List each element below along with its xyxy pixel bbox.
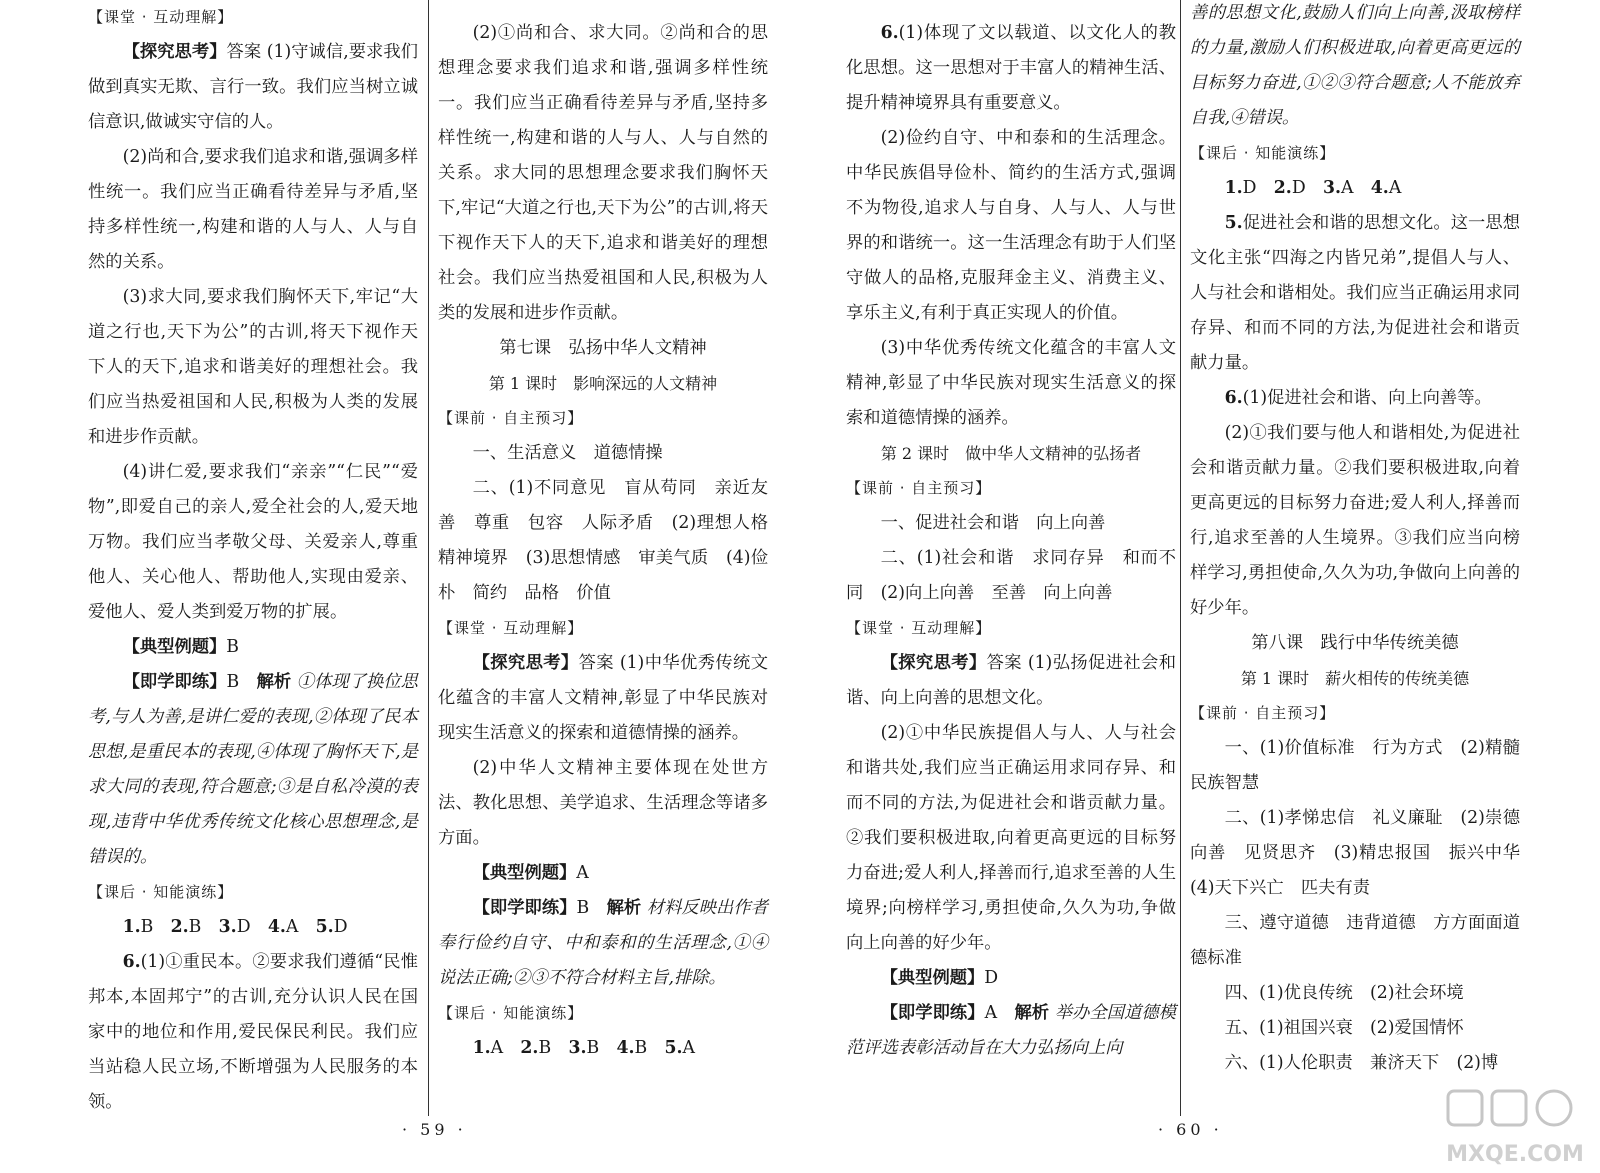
page-number-left: · 59 · [402, 1120, 467, 1139]
col3-para-8: 【探究思考】答案 (1)弘扬促进社会和谐、向上向善的思想文化。 [846, 653, 1176, 708]
column-1 [88, 0, 418, 1120]
col2-para-6: 【课堂 · 互动理解】 [438, 619, 584, 637]
col3-para-4: 【课前 · 自主预习】 [846, 479, 992, 497]
col3-para-2: (3)中华优秀传统文化蕴含的丰富人文精神,彰显了中华民族对现实生活意义的探索和道德情操的涵养。 [846, 338, 1176, 428]
col3-para-6: 二、(1)社会和谐 求同存异 和而不同 (2)向上向善 至善 向上向善 [846, 548, 1176, 603]
col2-para-8: (2)中华人文精神主要体现在处世方法、教化思想、美学追求、生活理念等诸多方面。 [438, 758, 768, 848]
watermark-logo [1430, 1085, 1600, 1173]
col2-para-10: 【即学即练】B 解析 材料反映出作者奉行俭约自守、中和泰和的生活理念,①④说法正确;②③不符合材料主旨,排除。 [438, 898, 768, 988]
column-2 [438, 16, 786, 1066]
col4-para-4: 6.(1)促进社会和谐、向上向善等。 [1224, 388, 1492, 408]
col4-para-14: 六、(1)人伦职责 兼济天下 (2)博 [1224, 1053, 1499, 1073]
col1-para-2: (2)尚和合,要求我们追求和谐,强调多样性统一。我们应当正确看待差异与矛盾,坚持多样性统一,构建和谐的人与人、人与自然的关系。 [88, 147, 418, 272]
col2-para-11: 【课后 · 知能演练】 [438, 1004, 584, 1022]
col3-para-10: 【典型例题】D [880, 968, 999, 988]
col4-para-7: 第 1 课时 薪火相传的传统美德 [1240, 669, 1470, 688]
col1-para-5: 【典型例题】B [122, 637, 239, 657]
col4-para-8: 【课前 · 自主预习】 [1190, 704, 1336, 722]
col1-para-8: 1.B 2.B 3.D 4.A 5.D [122, 917, 348, 937]
page-number-right: · 60 · [1158, 1120, 1223, 1139]
watermark-text: MXQE.COM [1446, 1142, 1584, 1167]
col3-para-3: 第 2 课时 做中华人文精神的弘扬者 [880, 444, 1142, 463]
col1-para-1: 【探究思考】答案 (1)守诚信,要求我们做到真实无欺、言行一致。我们应当树立诚信意识,做诚实守信的人。 [88, 42, 418, 132]
col4-para-9: 一、(1)价值标准 行为方式 (2)精髓 民族智慧 [1190, 738, 1538, 793]
col2-para-3: 【课前 · 自主预习】 [438, 409, 584, 427]
col3-para-11: 【即学即练】A 解析 举办全国道德模范评选表彰活动旨在大力弘扬向上向 [846, 1003, 1176, 1058]
col4-para-13: 五、(1)祖国兴衰 (2)爱国情怀 [1224, 1018, 1464, 1038]
col4-para-11: 三、遵守道德 违背道德 方方面面道德标准 [1190, 913, 1520, 968]
col4-para-0: 善的思想文化,鼓励人们向上向善,汲取榜样的力量,激励人们积极进取,向着更高更远的目标努力奋进,①②③符合题意;人不能放弃自我,④错误。 [1190, 3, 1520, 128]
col2-para-7: 【探究思考】答案 (1)中华优秀传统文化蕴含的丰富人文精神,彰显了中华民族对现实生活意义的探索和道德情操的涵养。 [438, 653, 768, 743]
col4-para-3: 5.促进社会和谐的思想文化。这一思想文化主张“四海之内皆兄弟”,提倡人与人、人与社会和谐相处。我们应当正确运用求同存异、和而不同的方法,为促进社会和谐贡献力量。 [1190, 213, 1520, 373]
col2-para-12: 1.A 2.B 3.B 4.B 5.A [472, 1038, 696, 1058]
col4-para-1: 【课后 · 知能演练】 [1190, 144, 1336, 162]
col3-para-0: 6.(1)体现了文以载道、以文化人的教化思想。这一思想对于丰富人的精神生活、提升精神境界具有重要意义。 [846, 23, 1176, 113]
col4-para-10: 二、(1)孝悌忠信 礼义廉耻 (2)崇德向善 见贤思齐 (3)精忠报国 振兴中华 (4)天下兴亡 匹夫有责 [1190, 808, 1538, 898]
col2-para-2: 第 1 课时 影响深远的人文精神 [488, 374, 718, 393]
col4-para-12: 四、(1)优良传统 (2)社会环境 [1224, 983, 1464, 1003]
col2-para-4: 一、生活意义 道德情操 [472, 443, 663, 463]
column-3 [846, 16, 1176, 1066]
col4-para-5: (2)①我们要与他人和谐相处,为促进社会和谐贡献力量。②我们要积极进取,向着更高更远的目标努力奋进;爱人利人,择善而行,追求至善的人生境界。③我们应当向榜样学习,勇担使命,久久为功,争做向上向善的好少年。 [1190, 423, 1520, 618]
col1-para-9: 6.(1)①重民本。②要求我们遵循“民惟邦本,本固邦宁”的古训,充分认识人民在国家中的地位和作用,爱民保民利民。我们应当站稳人民立场,不断增强为人民服务的本领。 [88, 952, 418, 1112]
col4-para-6: 第八课 践行中华传统美德 [1251, 633, 1459, 653]
col3-para-9: (2)①中华民族提倡人与人、人与社会和谐共处,我们应当正确运用求同存异、和而不同的方法,为促进社会和谐贡献力量。②我们要积极进取,向着更高更远的目标努力奋进;爱人利人,择善而行,追求至善的人生境界;向榜样学习,勇担使命,久久为功,争做向上向善的好少年。 [846, 723, 1176, 953]
col2-para-1: 第七课 弘扬中华人文精神 [499, 338, 707, 358]
col4-para-2: 1.D 2.D 3.A 4.A [1224, 178, 1402, 198]
col1-para-4: (4)讲仁爱,要求我们“亲亲”“仁民”“爱物”,即爱自己的亲人,爱全社会的人,爱天地万物。我们应当孝敬父母、关爱亲人,尊重他人、关心他人、帮助他人,实现由爱亲、爱他人、爱人类到爱万物的扩展。 [88, 462, 418, 622]
col1-para-6: 【即学即练】B 解析 ①体现了换位思考,与人为善,是讲仁爱的表现,②体现了民本思想,是重民本的表现,④体现了胸怀天下,是求大同的表现,符合题意;③是自私冷漠的表现,违背中华优秀传统文化核心思想理念,是错误的。 [88, 672, 418, 867]
col2-para-0: (2)①尚和合、求大同。②尚和合的思想理念要求我们追求和谐,强调多样性统一。我们应当正确看待差异与矛盾,坚持多样性统一,构建和谐的人与人、人与自然的关系。求大同的思想理念要求我们胸怀天下,牢记“大道之行也,天下为公”的古训,将天下视作天下人的天下,追求和谐美好的理想社会。我们应当热爱祖国和人民,积极为人类的发展和进步作贡献。 [438, 23, 768, 323]
column-divider [428, 0, 429, 1116]
col1-para-7: 【课后 · 知能演练】 [88, 883, 234, 901]
col3-para-5: 一、促进社会和谐 向上向善 [880, 513, 1106, 533]
col1-para-0: 【课堂 · 互动理解】 [88, 8, 234, 26]
col1-para-3: (3)求大同,要求我们胸怀天下,牢记“大道之行也,天下为公”的古训,将天下视作天下人的天下,追求和谐美好的理想社会。我们应当热爱祖国和人民,积极为人类的发展和进步作贡献。 [88, 287, 418, 447]
col2-para-5: 二、(1)不同意见 盲从苟同 亲近友善 尊重 包容 人际矛盾 (2)理想人格 精神境界 (3)思想情感 审美气质 (4)俭朴 简约 品格 价值 [438, 478, 786, 603]
col3-para-7: 【课堂 · 互动理解】 [846, 619, 992, 637]
column-4 [1190, 0, 1538, 1081]
col2-para-9: 【典型例题】A [472, 863, 589, 883]
col3-para-1: (2)俭约自守、中和泰和的生活理念。中华民族倡导俭朴、简约的生活方式,强调不为物役,追求人与自身、人与人、人与世界的和谐统一。这一生活理念有助于人们坚守做人的品格,克服拜金主义、消费主义、享乐主义,有利于真正实现人的价值。 [846, 128, 1176, 323]
column-divider [1180, 0, 1181, 1116]
